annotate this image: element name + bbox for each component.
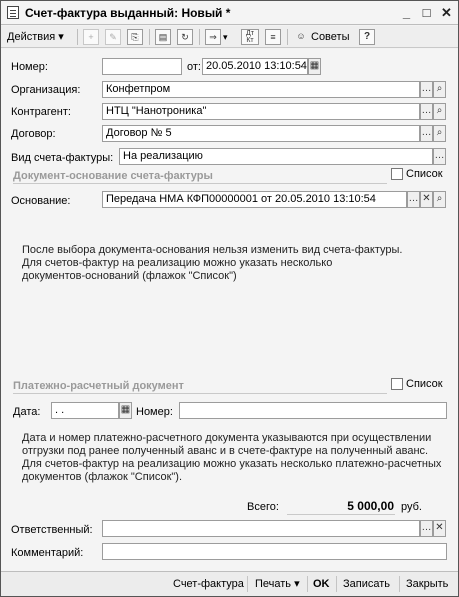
- advice-button[interactable]: Советы: [311, 31, 350, 43]
- print-menu[interactable]: Печать ▾: [255, 578, 300, 590]
- base-document-input[interactable]: Передача НМА КФП00000001 от 20.05.2010 13:10:54: [102, 191, 407, 208]
- add-icon[interactable]: +: [83, 29, 99, 45]
- number-input[interactable]: [102, 58, 182, 75]
- chevron-down-icon: ▾: [294, 578, 300, 590]
- invoice-type-label: Вид счета-фактуры:: [11, 152, 114, 164]
- bottom-separator: [307, 576, 308, 592]
- number-label: Номер:: [11, 61, 48, 73]
- actions-menu[interactable]: Действия ▾: [7, 31, 64, 43]
- invoice-type-select[interactable]: На реализацию: [119, 148, 433, 165]
- organization-label: Организация:: [11, 84, 81, 96]
- contract-input[interactable]: Договор № 5: [102, 125, 420, 142]
- search-icon[interactable]: ⌕: [433, 103, 446, 120]
- payment-info-text: Дата и номер платежно-расчетного документа указываются при осуществлении отгрузки под ранее полученный аванс и в счете-фактуре на полученный аванс. Для счетов-фактур на реализацию можно указать несколько платежно-расчетных документов (флажок "Список").: [22, 432, 442, 483]
- toolbar-separator: [199, 29, 200, 45]
- document-icon: [7, 6, 19, 19]
- payment-number-input[interactable]: [179, 402, 447, 419]
- bottom-separator: [336, 576, 337, 592]
- total-underline: [287, 514, 395, 515]
- base-section-title: Документ-основание счета-фактуры: [13, 170, 213, 182]
- select-icon[interactable]: …: [420, 520, 433, 537]
- refresh-icon[interactable]: ↻: [177, 29, 193, 45]
- invoice-button[interactable]: Счет-фактура: [173, 578, 244, 590]
- total-label: Всего:: [247, 501, 279, 513]
- contract-label: Договор:: [11, 128, 56, 140]
- select-icon[interactable]: …: [433, 148, 446, 165]
- total-amount: 5 000,00: [347, 499, 394, 513]
- structure-icon[interactable]: ⇒: [205, 29, 221, 45]
- payment-list-checkbox[interactable]: [391, 378, 403, 390]
- toolbar-separator: [149, 29, 150, 45]
- bottom-separator: [399, 576, 400, 592]
- calendar-icon[interactable]: ▦: [119, 402, 132, 419]
- section-divider: [13, 393, 387, 394]
- select-icon[interactable]: …: [420, 103, 433, 120]
- clear-icon[interactable]: ✕: [420, 191, 433, 208]
- chevron-down-icon[interactable]: ▾: [223, 32, 228, 42]
- from-label: от:: [187, 61, 201, 73]
- payment-date-input[interactable]: . .: [51, 402, 119, 419]
- payment-date-label: Дата:: [13, 406, 41, 418]
- copy-icon[interactable]: ⎘: [127, 29, 143, 45]
- section-divider: [13, 183, 387, 184]
- organization-input[interactable]: Конфетпром: [102, 81, 420, 98]
- maximize-button[interactable]: □: [422, 5, 431, 20]
- form-area: [1, 49, 458, 571]
- responsible-label: Ответственный:: [11, 524, 93, 536]
- edit-icon[interactable]: ✎: [105, 29, 121, 45]
- base-info-text: После выбора документа-основания нельзя изменить вид счета-фактуры. Для счетов-фактур на реализацию можно указать несколько документов-оснований (флажок "Список"): [22, 244, 403, 282]
- save-button[interactable]: Записать: [343, 578, 391, 590]
- base-list-label: Список: [406, 168, 443, 180]
- currency-label: руб.: [401, 501, 422, 513]
- clear-icon[interactable]: ✕: [433, 520, 446, 537]
- date-input[interactable]: 20.05.2010 13:10:54: [202, 58, 308, 75]
- help-button[interactable]: ?: [359, 29, 375, 45]
- minimize-button[interactable]: _: [402, 5, 411, 20]
- window-title: Счет-фактура выданный: Новый *: [25, 6, 231, 20]
- bottom-bar: [1, 571, 458, 596]
- dt-kt-icon[interactable]: Дт Кт: [241, 29, 259, 45]
- advice-icon[interactable]: ☺: [296, 31, 306, 41]
- search-icon[interactable]: ⌕: [433, 81, 446, 98]
- bottom-separator: [247, 576, 248, 592]
- comment-input[interactable]: [102, 543, 447, 560]
- search-icon[interactable]: ⌕: [433, 191, 446, 208]
- calendar-icon[interactable]: ▦: [308, 58, 321, 75]
- payment-list-label: Список: [406, 378, 443, 390]
- report-icon[interactable]: ≡: [265, 29, 281, 45]
- search-icon[interactable]: ⌕: [433, 125, 446, 142]
- ok-button[interactable]: OK: [313, 578, 330, 590]
- payment-number-label: Номер:: [136, 406, 173, 418]
- comment-label: Комментарий:: [11, 547, 84, 559]
- select-icon[interactable]: …: [420, 125, 433, 142]
- toolbar-separator: [77, 29, 78, 45]
- toolbar: [1, 26, 458, 48]
- select-icon[interactable]: …: [420, 81, 433, 98]
- payment-section-title: Платежно-расчетный документ: [13, 380, 184, 392]
- contractor-label: Контрагент:: [11, 106, 71, 118]
- close-window-button[interactable]: ✕: [441, 5, 452, 20]
- title-bar: [1, 1, 458, 25]
- toolbar-separator: [287, 29, 288, 45]
- close-button[interactable]: Закрыть: [406, 578, 449, 590]
- base-label: Основание:: [11, 195, 71, 207]
- contractor-input[interactable]: НТЦ "Нанотроника": [102, 103, 420, 120]
- chevron-down-icon: ▾: [58, 31, 64, 43]
- base-list-checkbox[interactable]: [391, 168, 403, 180]
- post-icon[interactable]: ▤: [155, 29, 171, 45]
- responsible-input[interactable]: [102, 520, 420, 537]
- select-icon[interactable]: …: [407, 191, 420, 208]
